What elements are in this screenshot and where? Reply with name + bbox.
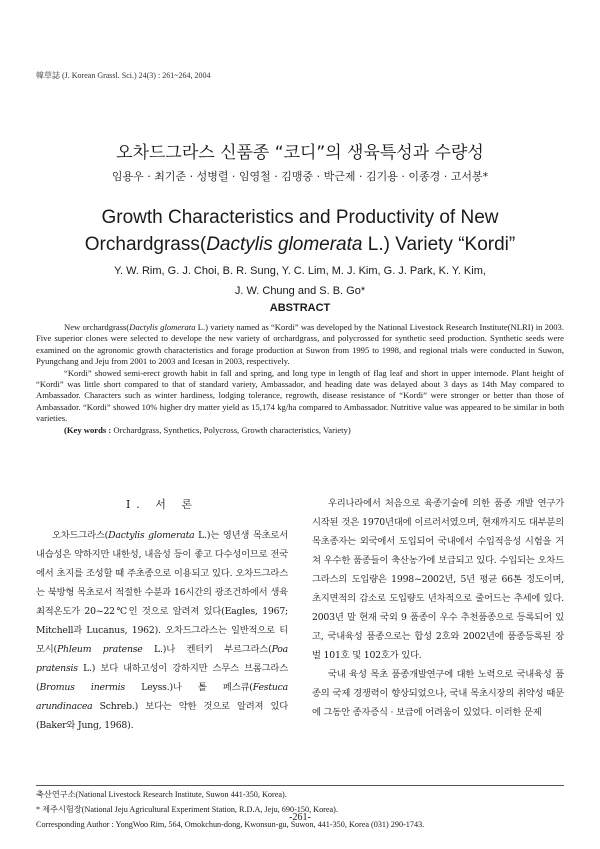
english-authors — [0, 261, 600, 301]
footnote-affiliation-1: 축산연구소(National Livestock Research Institute, Suwon 441-350, Korea). — [36, 790, 287, 799]
species-name: Phleum pratense — [57, 644, 143, 655]
body-text: L.) 보다 내하고성이 강하지만 스무스 브롬그라스( — [36, 663, 288, 693]
intro-paragraph-2: 우리나라에서 처음으로 육종기술에 의한 품종 개발 연구가 시작된 것은 1970년대에 이르러서였으며, 현재까지도 대부분의 목초종자는 외국에서 도입되어 국내에서 수입적응성 시험을 거쳐 우수한 품종들이 축산농가에 보급되고 있다. 수입되는 오차드그라스의 도입량은 1998~2002년, 5년 평균 66톤 정도이며, 초지면적의 감소로 도입량도 년차적으로 줄어드는 추세에 있다. 2003년 말 현재 국외 9 품종이 우수 추천품종으로 등록되어 있고, 국내육성 품종으로는 합성 2호와 2002년에 품종등록된 장벌 101호 및 102호가 있다. — [312, 498, 564, 661]
section-heading-introduction: I. 서 론 — [125, 498, 199, 511]
abstract-paragraph-1 — [36, 322, 564, 368]
species-name: Dactylis glomerata — [108, 530, 195, 541]
body-text: Leyss.)나 톨 페스큐( — [125, 682, 253, 693]
intro-paragraph-3: 국내 육성 목초 품종개발연구에 대한 노력으로 국내육성 품종의 국제 경쟁력이 향상되었으나, 국내 목초시장의 취약성 때문에 그동안 종자증식 · 보급에 어려움이 있었다. 이러한 문제 — [312, 669, 564, 718]
body-text: L.)는 영년생 목초로서 내습성은 약하지만 내한성, 내음성 등이 좋고 다수성이므로 전국에서 초지를 조성할 때 주초종으로 이용되고 있다. 오차드그라스는 북방형 목초로서 적절한 수분과 16시간의 광조건하에서 생육최적온도가 20~22℃인 것으로 알려져 있다(Eagles, 1967; Mitchell과 Lucanus, 1962). 오차드그라스는 일반적으로 티모시( — [36, 530, 288, 655]
species-name: Festuca arundinacea — [36, 682, 288, 712]
footnote-affiliation-2: * 제주시험장(National Jeju Agricultural Experiment Station, R.D.A, Jeju, 690-150, Korea). — [36, 805, 338, 814]
keywords-label: (Key words : — [64, 424, 112, 435]
english-authors-line2: J. W. Chung and S. B. Go* — [234, 285, 366, 297]
abstract-text: New orchardgrass( — [64, 322, 130, 332]
english-title-line1: Growth Characteristics and Productivity of New — [101, 207, 499, 228]
english-title — [0, 204, 600, 258]
korean-authors: 임용우 · 최기준 · 성병렬 · 임영철 · 김맹중 · 박근제 · 김기용 · 이종경 · 고서봉* — [111, 170, 489, 183]
journal-citation: 韓草誌 (J. Korean Grassl. Sci.) 24(3) : 261~264, 2004 — [36, 71, 211, 80]
footnote-corresponding-author: Corresponding Author : YongWoo Rim, 564, Omokchun-dong, Kwonsun-gu, Suwon, 441-350, Korea (031) 290-1743. — [36, 820, 425, 829]
title-text: Orchardgrass( — [84, 234, 207, 255]
abstract-text: L.) variety named as “Kordi” was developed by the National Livestock Research Institute(NLRI) in 2003. Five superior clones were selected to develope the new variety of orchardgrass, and polycrossed for synthetic seed production. Synthetic seeds were examined on the agronomic growth characteristics and forage production at Suwon from 1995 to 1998, and regional trials were conducted in Suwon, Pyungchang and Jeju from 2001 to 2003 and Icesan in 2003, respectively. — [36, 322, 564, 367]
body-text: 오차드그라스( — [52, 530, 109, 541]
species-name: Poa pratensis — [36, 644, 288, 674]
intro-paragraph-1 — [36, 526, 288, 735]
page-number: -261- — [289, 812, 311, 823]
english-authors-line1: Y. W. Rim, G. J. Choi, B. R. Sung, Y. C. Lim, M. J. Kim, G. J. Park, K. Y. Kim, — [114, 265, 486, 277]
keywords — [36, 425, 564, 436]
abstract-paragraph-2: “Kordi” showed semi-erect growth habit in fall and spring, and long type in length of flag leaf and short in upper internode. Plant height of “Kordi” was little short compared to that of standard variety, Ambassador, and heading date was delayed about 3 days as 14th May compared to Ambassador. Characters such as winter hardiness, lodging tolerance, regrowth, disease resistance of “Kordi” were stronger or better than those of Ambassador. “Kordi” showed 10% higher dry matter yield as 15,174 kg/ha compared to Ambassador. Nutritive value was appeared to be similar in both varieties. — [36, 367, 564, 424]
abstract-species: Dactylis glomerata — [129, 322, 196, 332]
species-name: Bromus inermis — [39, 682, 125, 693]
title-text-end: L.) Variety “Kordi” — [362, 234, 516, 255]
title-species: Dactylis glomerata — [206, 234, 363, 255]
abstract-heading: ABSTRACT — [269, 302, 331, 314]
body-text: L.)나 켄터키 부르그라스( — [142, 644, 272, 655]
footnote-divider — [36, 785, 564, 786]
footnotes — [36, 787, 576, 832]
korean-title: 오차드그라스 신품종 “코디”의 생육특성과 수량성 — [116, 143, 484, 163]
right-column — [312, 494, 564, 722]
english-title-line2 — [0, 231, 600, 258]
abstract-body — [36, 322, 564, 436]
keywords-list: Orchardgrass, Synthetics, Polycross, Growth characteristics, Variety) — [111, 424, 351, 435]
body-text: Schreb.) 보다는 약한 것으로 알려져 있다(Baker와 Jung, 1968). — [36, 701, 288, 731]
left-column — [36, 495, 288, 735]
